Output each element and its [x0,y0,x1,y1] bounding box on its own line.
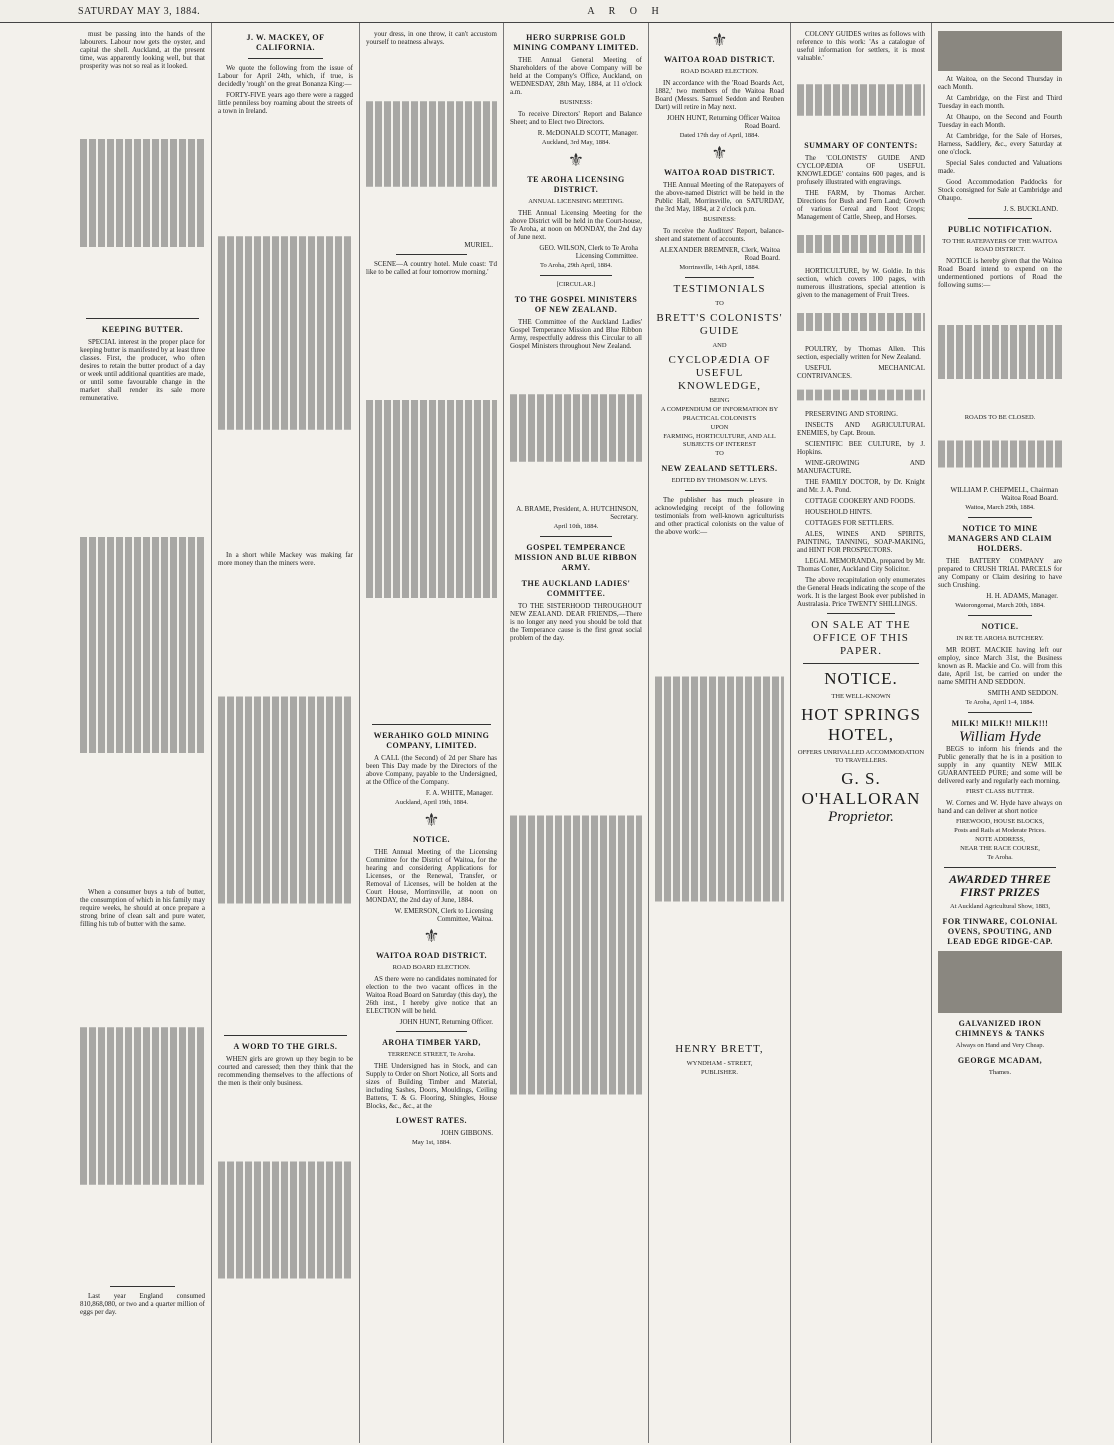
ad-subheading: Always on Hand and Very Cheap. [955,1042,1045,1049]
article-heading: GOSPEL TEMPERANCE MISSION AND BLUE RIBBON ARMY. [514,543,638,572]
article-text: FORTY-FIVE years ago there were a ragged little penniless boy roaming about the streets of a town in Ireland. [218,91,353,115]
article-heading: J. W. MACKEY, OF CALIFORNIA. [246,33,325,52]
divider [968,712,1032,713]
text-lines [366,101,497,187]
hotel-name: HOT SPRINGS HOTEL, [801,705,921,744]
ad-text: THE FAMILY DOCTOR, by Dr. Knight and Mr. J. A. Pond. [797,478,925,494]
article-text: SPECIAL interest in the proper place for keeping butter is manifested by at least three classes. First, the producer, who often desires to retain the butter product of a day or week until additional quantities are made, or until some favourable change in the market shall render its sale more remunerative. [80,338,205,402]
article-text: Last year England consumed 810,868,080, or two and a quarter million of eggs per day. [80,1292,205,1316]
divider [944,867,1056,868]
article-text: In a short while Mackey was making far more money than the miners were. [218,551,353,567]
masthead-title: A R O H [587,5,665,17]
ad-text: THE Annual Meeting of the Licensing Committee for the District of Waitoa, for the hearing and considering Applications for Licenses, or the Renewal, Transfer, or Removal of Licenses, will be holden at the Court House, Morrinsville, at noon on MONDAY, the 2nd day of June, 1884. [366,848,497,904]
text-lines [797,390,925,401]
text-lines [510,816,642,1095]
ad-label: [CIRCULAR.] [556,281,596,288]
ad-text: THE Undersigned has in Stock, and can Supply to Order on Short Notice, all Sorts and sizes of Building Timber and Material, including Sashes, Doors, Mouldings, Ceiling Battens, T. & G. Flooring, Shingles, House Blocks, &c., &c., at the [366,1062,497,1110]
ad-subheading: TO [715,450,724,457]
ad-heading: FOR TINWARE, COLONIAL OVENS, SPOUTING, AND LEAD EDGE RIDGE-CAP. [942,917,1058,946]
ad-text: COTTAGE COOKERY AND FOODS. [805,497,916,505]
ad-date: Morrinsville, 14th April, 1884. [679,264,760,271]
divider [224,1035,347,1036]
publisher-address: WYNDHAM - STREET, [686,1060,753,1067]
ad-text: POULTRY, by Thomas Allen. This section, especially written for New Zealand. [797,345,925,361]
divider [86,318,199,319]
ad-text: A CALL (the Second) of 2d per Share has been This Day made by the Directors of the above Company, payable to the Undersigned, at the Office of the Company. [366,754,497,786]
divider [396,1031,467,1032]
ad-heading: MILK! MILK!! MILK!!! [951,719,1049,728]
divider [110,1286,175,1287]
text-lines [218,697,353,904]
ad-text: SCIENTIFIC BEE CULTURE, by J. Hopkins. [797,440,925,456]
ad-text: NOTICE is hereby given that the Waitoa Road Board intend to expend on the undermentioned portions of Road the following sums:— [938,257,1062,289]
ad-heading: NOTICE. [981,622,1019,631]
ad-subheading: UPON [710,424,729,431]
ad-date: Dated 17th day of April, 1884. [679,132,760,139]
ad-subheading: A COMPENDIUM OF INFORMATION BY [660,406,779,413]
ad-date: Auckland, April 19th, 1884. [395,799,468,806]
ad-text: The publisher has much pleasure in acknowledging receipt of the following testimonials from well-known agriculturists and other practical colonists on the value of the above work:— [655,496,784,536]
divider [968,517,1032,518]
proprietor-label: Proprietor. [828,809,894,825]
ad-subheading: BUSINESS: [703,216,736,223]
ad-subheading: FIRST CLASS BUTTER. [966,788,1034,795]
ad-text: COLONY GUIDES writes as follows with reference to this work: 'As a catalogue of useful information for settlers, it is most valuable.' [797,30,925,62]
royal-crest-icon: ⚜ [567,150,585,170]
column-7 [932,23,1068,1443]
ad-text: THE FARM, by Thomas Archer. Directions for Bush and Fern Land; Growth of various Cereal and Root Crops; Management of Cattle, Sheep, and Horses. [797,189,925,221]
ad-text: At Cambridge, on the First and Third Tuesday in each month. [938,94,1062,110]
ad-date: April 10th, 1884. [553,523,599,530]
ad-subheading: TO [715,300,724,307]
ad-subheading: OFFERS UNRIVALLED ACCOMMODATION TO TRAVELLERS. [797,749,925,764]
article-heading: A WORD TO THE GIRLS. [233,1042,338,1051]
divider [685,277,754,278]
signature: MURIEL. [464,241,493,249]
ad-text: The 'COLONISTS' GUIDE AND CYCLOPÆDIA OF USEFUL KNOWLEDGE' contains 600 pages, and is profusely illustrated with engravings. [797,154,925,186]
signature: JOHN GIBBONS. [440,1129,493,1137]
ad-subheading: ROADS TO BE CLOSED. [964,414,1036,421]
ad-text: BEGS to inform his friends and the Public generally that he is in a position to supply in any quantity NEW MILK GUARANTEED PURE; and some will be delivered early and regularly each morning. [938,745,1062,785]
text-lines [510,394,642,462]
ad-date: Te Aroha, April 1-4, 1884. [965,699,1035,706]
text-lines [218,236,353,430]
ad-text: IN accordance with the 'Road Boards Act, 1882,' two members of the Waitoa Road Board (Messrs. Samuel Seddon and Reuben Dart) will retire in May next. [655,79,784,111]
signature: J. S. BUCKLAND. [1003,205,1058,213]
ad-text: Good Accommodation Paddocks for Stock consigned for Sale at Cambridge and Ohaupo. [938,178,1062,202]
ad-text: MR ROBT. MACKIE having left our employ, since March 31st, the Business known as R. Mackie and Co. will from this date, April 1st, be carried on under the name SMITH AND SEDDON. [938,646,1062,686]
ad-text: The above recapitulation only enumerates the General Heads indicating the scope of the work. It is the largest Book ever published in Australasia. Price TWENTY SHILLINGS. [797,576,925,608]
signature: JOHN HUNT, Returning Officer. [399,1018,493,1026]
ad-subheading: Thames. [988,1069,1012,1076]
signature: GEO. WILSON, Clerk to Te Aroha Licensing Committee. [539,244,638,260]
divider [827,613,895,614]
article-heading: TO THE GOSPEL MINISTERS OF NEW ZEALAND. [514,295,638,314]
article-text: must be passing into the hands of the labourers. Labour now gets the oyster, and capital the shell. Auckland, at the present time, was apparently looking well, but that prosperity was not so real as it looked. [80,30,205,70]
ad-subheading: NEAR THE RACE COURSE, [960,845,1040,852]
text-lines [80,537,205,753]
decorative-heading-block [938,31,1062,71]
ad-date: Waitoa, March 29th, 1884. [965,504,1035,511]
ad-text: INSECTS AND AGRICULTURAL ENEMIES, by Capt. Broun. [797,421,925,437]
signature: JOHN HUNT, Returning Officer Waitoa Road Board. [666,114,780,130]
columns [0,23,1114,1443]
text-lines [366,400,497,598]
signature: A. BRAME, President, A. HUTCHINSON, Secretary. [516,505,638,521]
article-text: TO THE SISTERHOOD THROUGHOUT NEW ZEALAND. DEAR FRIENDS,—There is no longer any need you should be told that the Temperance cause is the first great social problem of the day. [510,602,642,642]
signature: SMITH AND SEDDON. [987,689,1058,697]
ad-display-title: CYCLOPÆDIA OF USEFUL KNOWLEDGE, [668,354,771,392]
royal-crest-icon: ⚜ [711,143,728,163]
ad-subheading: FIREWOOD, HOUSE BLOCKS, [955,818,1045,825]
ad-subheading: TERRENCE STREET, Te Aroha. [387,1051,476,1058]
ad-text: To receive Directors' Report and Balance Sheet; and to Elect two Directors. [510,110,642,126]
signature: ALEXANDER BREMNER, Clerk, Waitoa Road Board. [659,246,780,262]
text-lines [938,441,1062,468]
ad-subheading: EDITED BY THOMSON W. LEYS. [671,477,768,484]
signature: H. H. ADAMS, Manager. [986,592,1058,600]
ad-display-heading: TESTIMONIALS [673,283,766,295]
masthead [0,0,1114,23]
article-text: WHEN girls are grown up they begin to be courted and caressed; then they think that the recommending themselves to the affections of the men is their only business. [218,1055,353,1087]
ad-heading: WAITOA ROAD DISTRICT. [664,55,775,64]
ad-heading: WERAHIKO GOLD MINING COMPANY, LIMITED. [373,731,490,750]
ad-heading: SUMMARY OF CONTENTS: [804,141,918,150]
article-text: THE Committee of the Auckland Ladies' Gospel Temperance Mission and Blue Ribbon Army, respectfully address this Circular to all Gospel Ministers throughout New Zealand. [510,318,642,350]
ad-emphasis: LOWEST RATES. [395,1116,468,1125]
award-heading: AWARDED THREE FIRST PRIZES [949,872,1051,899]
ad-subheading: BEING [709,397,730,404]
notice-heading: NOTICE. [824,669,898,688]
ad-date: Auckland, 3rd May, 1884. [541,139,611,146]
divider [540,275,612,276]
ad-display-heading: ON SALE AT THE OFFICE OF THIS PAPER. [811,619,911,657]
royal-crest-icon: ⚜ [423,810,440,830]
ad-text: Special Sales conducted and Valuations made. [938,159,1062,175]
column-3 [360,23,504,1443]
text-lines [80,139,205,247]
ad-subheading: Te Aroha. [987,854,1013,861]
ad-date: To Aroha, 29th April, 1884. [540,262,612,269]
royal-crest-icon: ⚜ [423,926,440,946]
ad-heading: NOTICE TO MINE MANAGERS AND CLAIM HOLDERS. [947,524,1053,553]
divider [540,536,612,537]
column-4 [504,23,649,1443]
ad-text: W. Cornes and W. Hyde have always on hand and can deliver at short notice [938,799,1062,815]
ad-subheading: ROAD BOARD ELECTION. [680,68,759,75]
article-heading: THE AUCKLAND LADIES' COMMITTEE. [521,579,631,598]
article-text: your dress, in one throw, it can't accustom yourself to neatness always. [366,30,497,46]
ad-subheading: FARMING, HORTICULTURE, AND ALL SUBJECTS OF INTEREST [663,433,776,448]
ad-text: To receive the Auditors' Report, balance-sheet and statement of accounts. [655,227,784,243]
ad-subheading: THE WELL-KNOWN [831,693,891,700]
ad-subheading: NOTE ADDRESS, [975,836,1025,843]
royal-crest-icon: ⚜ [711,30,728,50]
ad-text: AS there were no candidates nominated for election to the two vacant offices in the Waitoa Road Board on Saturday (this day), the 26th inst., I hereby give notice that an ELECTION will be held. [366,975,497,1015]
ad-text: ALES, WINES AND SPIRITS, PAINTING, TANNING, SOAP-MAKING, and HINT FOR PROSPECTORS. [797,530,925,554]
column-2 [212,23,360,1443]
ad-date: May 1st, 1884. [412,1139,451,1146]
ad-heading: NEW ZEALAND SETTLERS. [661,464,778,473]
article-text: SCENE—A country hotel. Mule coast: 'I'd like to be called at four tomorrow morning.' [366,260,497,276]
text-lines [80,1027,205,1185]
divider [248,58,323,59]
ad-subheading: ANNUAL LICENSING MEETING. [528,198,624,205]
ad-date: Waiorongomai, March 20th, 1884. [955,602,1045,609]
stove-illustration [938,951,1062,1013]
ad-heading: TE AROHA LICENSING DISTRICT. [527,175,625,194]
ad-text: USEFUL MECHANICAL CONTRIVANCES. [797,364,925,380]
ad-text: LEGAL MEMORANDA, prepared by Mr. Thomas Cotter, Auckland City Solicitor. [797,557,925,573]
advertiser-name: GEORGE MCADAM, [957,1056,1043,1065]
text-lines [655,677,784,902]
ad-text: COTTAGES FOR SETTLERS. [805,519,894,527]
publisher-name: HENRY BRETT, [675,1043,764,1055]
ad-text: At Waitoa, on the Second Thursday in each Month. [938,75,1062,91]
ad-heading: WAITOA ROAD DISTRICT. [376,951,487,960]
ad-text: THE BATTERY COMPANY are prepared to CRUSH TRIAL PARCELS for any Company or Claim desiring to have such Crushing. [938,557,1062,589]
article-heading: KEEPING BUTTER. [101,325,184,334]
divider [803,663,919,664]
text-lines [797,84,925,116]
column-1 [74,23,212,1443]
ad-text: WINE-GROWING AND MANUFACTURE. [797,459,925,475]
ad-subheading: TO THE RATEPAYERS OF THE WAITOA ROAD DISTRICT. [942,238,1058,253]
column-5 [649,23,791,1443]
text-lines [218,1162,353,1279]
signature: W. EMERSON, Clerk to Licensing Committee, Waitoa. [394,907,493,923]
ad-heading: WAITOA ROAD DISTRICT. [664,168,775,177]
publisher-label: PUBLISHER. [700,1069,739,1076]
ad-subheading: At Auckland Agricultural Show, 1883, [950,903,1050,910]
ad-heading: PUBLIC NOTIFICATION. [947,225,1053,234]
signature: F. A. WHITE, Manager. [425,789,493,797]
ad-heading: NOTICE. [412,835,451,844]
ad-subheading: Posts and Rails at Moderate Prices. [954,827,1046,834]
ad-text: THE Annual General Meeting of Shareholders of the above Company will be held at the Company's Office, Auckland, on WEDNESDAY, 28th May, 1884, at 11 o'clock a.m. [510,56,642,96]
ad-heading: HERO SURPRISE GOLD MINING COMPANY LIMITED. [513,33,639,52]
article-text: When a consumer buys a tub of butter, the consumption of which in his family may require weeks, he should at once prepare a strong brine of clean salt and pure water, filling his tub of butter with the same. [80,888,205,928]
advertiser-name: William Hyde [958,729,1042,745]
text-lines [938,325,1062,379]
ad-subheading: BUSINESS: [559,99,593,106]
masthead-date: SATURDAY MAY 3, 1884. [78,5,201,17]
ad-text: At Cambridge, for the Sale of Horses, Harness, Saddlery, &c., every Saturday at one o'clock. [938,132,1062,156]
text-lines [797,313,925,331]
ad-subheading: IN RE TE AROHA BUTCHERY. [956,635,1044,642]
ad-text: HOUSEHOLD HINTS. [805,508,872,516]
ad-subheading: PRACTICAL COLONISTS [682,415,757,422]
ad-display-title: BRETT'S COLONISTS' GUIDE [656,312,783,337]
signature: WILLIAM P. CHEPMELL, Chairman Waitoa Road Board. [950,486,1058,502]
divider [396,254,467,255]
ad-subheading: AND [712,342,727,349]
ad-text: At Ohaupo, on the Second and Fourth Tuesday in each Month. [938,113,1062,129]
ad-text: PRESERVING AND STORING. [805,410,898,418]
divider [372,724,491,725]
ad-subheading: ROAD BOARD ELECTION. [392,964,471,971]
text-lines [797,235,925,253]
divider [685,490,754,491]
ad-heading: AROHA TIMBER YARD, [382,1038,481,1047]
ad-heading: GALVANIZED IRON CHIMNEYS & TANKS [955,1019,1045,1038]
article-text: We quote the following from the issue of Labour for April 24th, which, if true, is decidedly 'rough' on the great Bonanza King:— [218,64,353,88]
column-6 [791,23,932,1443]
divider [968,615,1032,616]
signature: R. McDONALD SCOTT, Manager. [537,129,638,137]
divider [968,218,1032,219]
ad-text: HORTICULTURE, by W. Goldie. In this section, which covers 100 pages, with numerous illustrations, special attention is given to the management of Fruit Trees. [797,267,925,299]
proprietor-name: G. S. O'HALLORAN [801,769,921,808]
ad-text: THE Annual Meeting of the Ratepayers of the above-named District will be held in the Public Hall, Morrinsville, on SATURDAY, the 3rd May, 1884, at 2 o'clock p.m. [655,181,784,213]
ad-text: THE Annual Licensing Meeting for the above District will be held in the Court-house, Te Aroha, at noon on MONDAY, the 2nd day of June next. [510,209,642,241]
